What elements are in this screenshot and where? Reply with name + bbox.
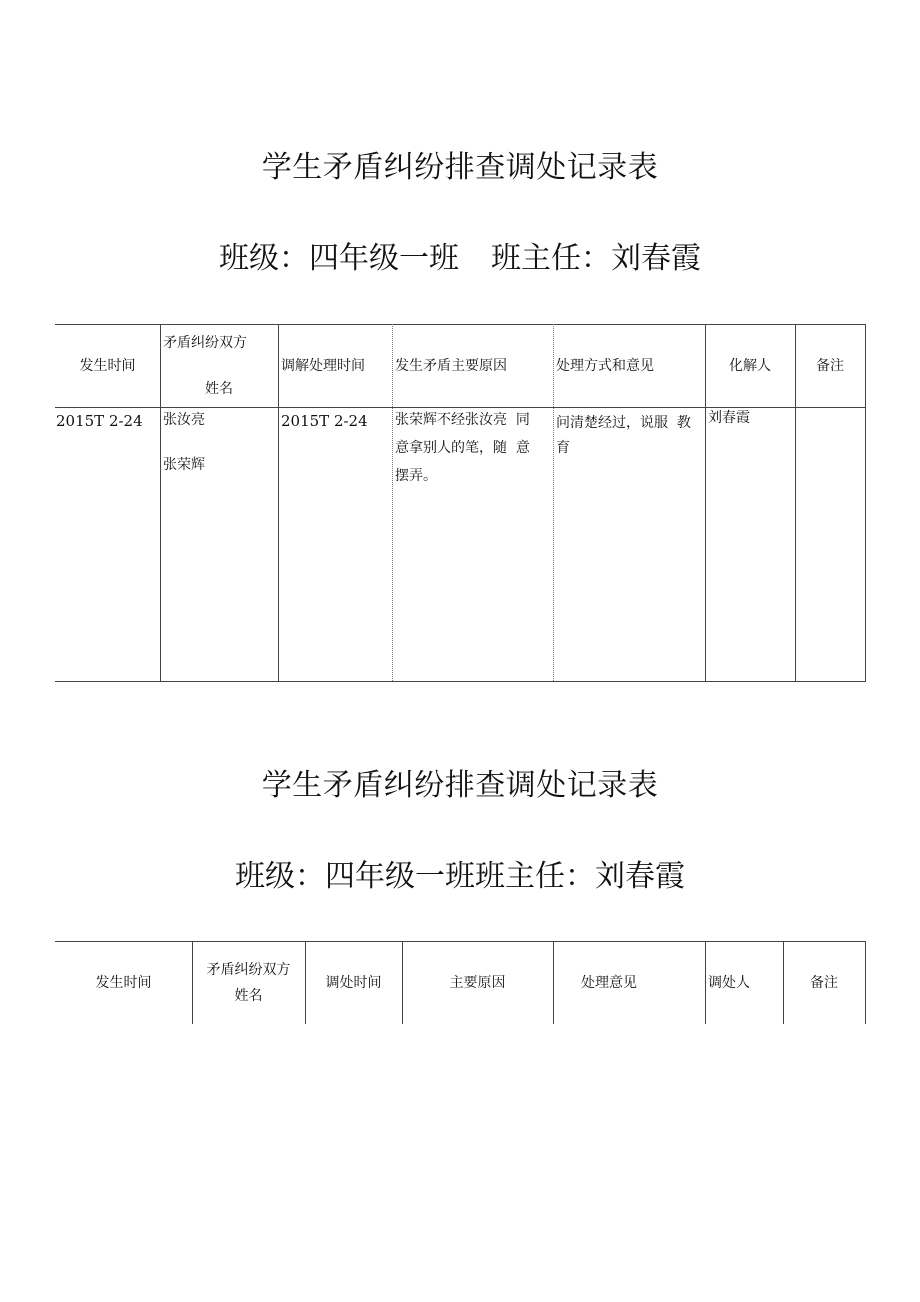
header-parties-line1: 矛盾纠纷双方 bbox=[163, 335, 247, 351]
header-cause: 发生矛盾主要原因 bbox=[395, 358, 507, 374]
header-handling: 处理方式和意见 bbox=[556, 358, 654, 374]
form2-header-parties-line2: 姓名 bbox=[234, 988, 263, 1004]
form2-header-mediator: 调处人 bbox=[708, 975, 750, 991]
row-party1: 张汝亮 bbox=[163, 412, 205, 428]
row-mediation-time: 2015T 2-24 bbox=[281, 412, 368, 430]
row-time: 2015T 2-24 bbox=[56, 412, 143, 430]
row-mediator: 刘春霞 bbox=[708, 410, 750, 426]
form2-subtitle: 班级：四年级一班班主任：刘春霞 bbox=[235, 859, 685, 894]
form1-subtitle bbox=[0, 233, 920, 277]
header-mediation-time: 调解处理时间 bbox=[281, 358, 365, 374]
row-cause-line3: 摆弄。 bbox=[395, 468, 437, 484]
header-mediator: 化解人 bbox=[729, 358, 771, 374]
header-parties-line2: 姓名 bbox=[205, 381, 233, 397]
form2-header-mediation-time: 调处时间 bbox=[325, 975, 382, 991]
form1-title: 学生矛盾纠纷排查调处记录表 bbox=[261, 150, 659, 185]
header-remarks: 备注 bbox=[816, 358, 844, 374]
form1-class-label: 班级：四年级一班 bbox=[219, 241, 459, 276]
row-cause-line2: 意拿别人的笔，随 意 bbox=[395, 440, 530, 456]
form1-teacher-label: 班主任：刘春霞 bbox=[491, 241, 701, 276]
form2-header-remarks: 备注 bbox=[810, 975, 838, 991]
row-party2: 张荣辉 bbox=[163, 457, 205, 473]
form2-header-cause: 主要原因 bbox=[449, 975, 506, 991]
form2-header-parties-line1: 矛盾纠纷双方 bbox=[206, 962, 291, 978]
form2-header-handling: 处理意见 bbox=[581, 975, 637, 991]
form2-title: 学生矛盾纠纷排查调处记录表 bbox=[261, 768, 659, 803]
row-handling-line2: 育 bbox=[556, 440, 570, 456]
row-cause-line1: 张荣辉不经张汝亮 同 bbox=[395, 412, 530, 428]
form2-header-time: 发生时间 bbox=[95, 975, 152, 991]
header-time: 发生时间 bbox=[79, 358, 136, 374]
row-handling-line1: 问清楚经过，说服 教 bbox=[556, 415, 691, 431]
